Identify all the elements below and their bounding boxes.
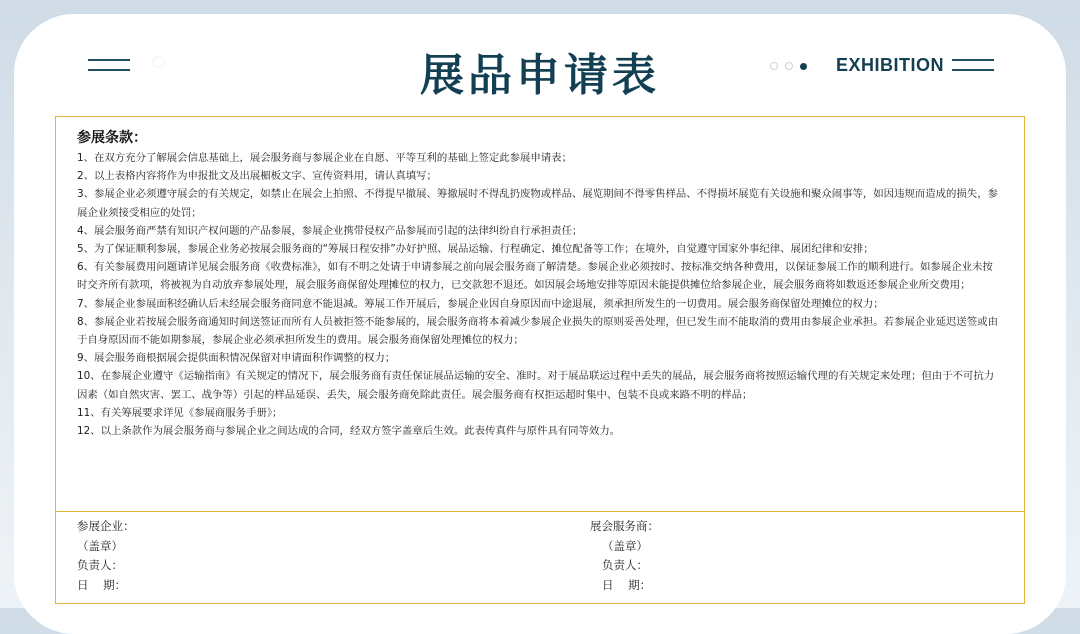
term-item: 2、以上表格内容将作为申报批文及出展楣板文字、宣传资料用，请认真填写；: [77, 170, 437, 183]
exhibitor-label: 参展企业：: [77, 519, 135, 533]
term-item: 12、以上条款作为展会服务商与参展企业之间达成的合同，经双方签字盖章后生效。此表传真件与原件具有同等效力。: [77, 425, 621, 438]
provider-date: 日 期：: [602, 577, 652, 592]
exhibition-label: EXHIBITION: [836, 55, 945, 75]
term-item: 10、在参展企业遵守《运输指南》有关规定的情况下，展会服务商有责任保证展品运输的安全、准时。对于展品联运过程中丢失的展品，展会服务商将按照运输代理的有关规定来处理；但由于不可抗力因素（如自然灾害、罢工、战争等）引起的样品延误、丢失，展会服务商免除此责任。展会服务商有权拒运超时集中、包装不良或来路不明的样品；: [77, 370, 995, 401]
term-item: 4、展会服务商严禁有知识产权问题的产品参展，参展企业携带侵权产品参展而引起的法律纠纷自行承担责任；: [77, 224, 583, 237]
exhibitor-person: 负责人：: [77, 558, 123, 572]
page-title: 展品申请表: [420, 50, 660, 101]
exhibitor-date: 日 期：: [77, 577, 127, 592]
provider-seal: （盖章）: [602, 538, 648, 553]
term-item: 11、有关筹展要求详见《参展商服务手册》；: [77, 406, 283, 419]
signature-service-provider: [590, 517, 659, 595]
signature-exhibitor: [77, 517, 135, 595]
term-item: 6、有关参展费用问题请详见展会服务商《收费标准》，如有不明之处请于申请参展之前向展会服务商了解清楚。参展企业必须按时、按标准交纳各种费用，以保证参展工作的顺利进行。如参展企业未按时交齐所有款项，将被视为自动放弃参展处理，展会服务商保留处理摊位的权力，已交款恕不退还。如因展会场地安排等原因未能提供摊位给参展企业，展会服务商将如数返还参展企业所交费用；: [77, 261, 993, 292]
term-item: 1、在双方充分了解展会信息基础上，展会服务商与参展企业在自愿、平等互利的基础上签定此参展申请表；: [77, 152, 572, 164]
terms-heading: 参展条款：: [77, 130, 147, 146]
application-form: [55, 116, 1025, 604]
terms-section: [77, 127, 1002, 440]
provider-person: 负责人：: [602, 558, 648, 572]
term-item: 9、展会服务商根据展会提供面积情况保留对申请面积作调整的权力；: [77, 352, 396, 365]
term-item: 5、为了保证顺利参展，参展企业务必按展会服务商的“筹展日程安排”办好护照、展品运输、行程确定、摊位配备等工作；在境外，自觉遵守国家外事纪律、展团纪律和安排；: [77, 243, 874, 256]
section-divider: [56, 511, 1024, 512]
term-item: 7、参展企业参展面积经确认后未经展会服务商同意不能退减。筹展工作开展后，参展企业因自身原因而中途退展，须承担所发生的一切费用。展会服务商保留处理摊位的权力；: [77, 297, 884, 310]
term-item: 3、参展企业必须遵守展会的有关规定，如禁止在展会上拍照、不得提早撤展、筹撤展时不得乱扔废物或样品、展览期间不得零售样品、不得损坏展览有关设施和聚众闹事等，如因违规而造成的损失，参展企业须接受相应的处罚；: [77, 188, 998, 219]
exhibitor-seal: （盖章）: [77, 538, 123, 553]
provider-label: 展会服务商：: [590, 519, 659, 533]
term-item: 8、参展企业若按展会服务商通知时间送签证而所有人员被拒签不能参展的，展会服务商将本着减少参展企业损失的原则妥善处理，但已发生而不能取消的费用由参展企业承担。若参展企业延迟送签或由于自身原因而不能如期参展，参展企业必须承担所发生的费用。展会服务商保留处理摊位的权力；: [77, 315, 998, 347]
